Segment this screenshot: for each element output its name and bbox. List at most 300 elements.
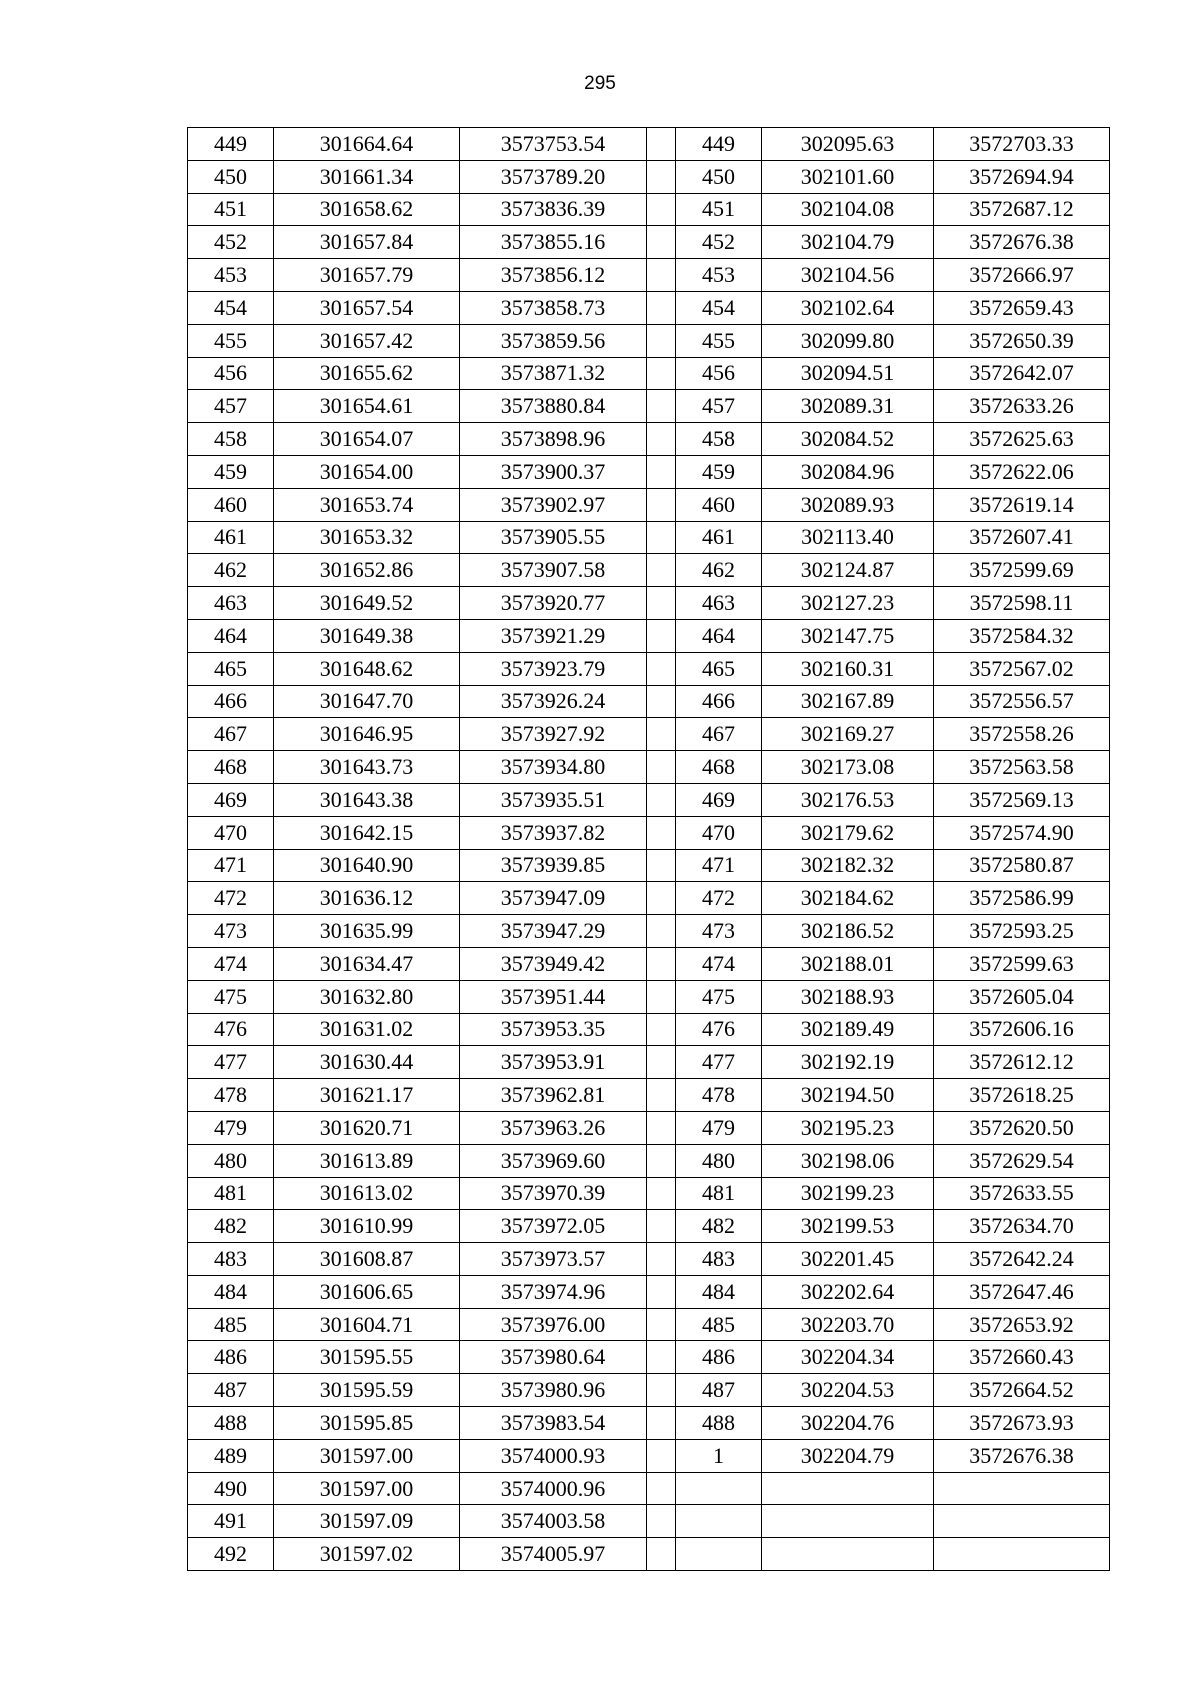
right-y-coordinate-cell: 3572558.26 [934,718,1110,751]
left-x-coordinate-cell: 301604.71 [274,1308,460,1341]
right-x-coordinate-cell: 302127.23 [762,587,934,620]
right-x-coordinate-cell: 302173.08 [762,751,934,784]
right-x-coordinate-cell: 302199.23 [762,1177,934,1210]
left-point-number-cell: 472 [188,882,274,915]
left-x-coordinate-cell: 301636.12 [274,882,460,915]
right-x-coordinate-cell: 302089.93 [762,488,934,521]
right-x-coordinate-cell: 302204.79 [762,1439,934,1472]
right-point-number-cell: 459 [676,455,762,488]
table-row [188,226,1110,259]
right-y-coordinate-cell: 3572703.33 [934,128,1110,161]
right-y-coordinate-cell: 3572650.39 [934,324,1110,357]
right-y-coordinate-cell: 3572687.12 [934,193,1110,226]
table-row [188,685,1110,718]
right-point-number-cell: 476 [676,1013,762,1046]
right-y-coordinate-cell: 3572598.11 [934,587,1110,620]
table-row [188,455,1110,488]
right-x-coordinate-cell: 302189.49 [762,1013,934,1046]
left-point-number-cell: 458 [188,423,274,456]
separator-cell [647,947,676,980]
right-y-coordinate-cell: 3572599.69 [934,554,1110,587]
right-point-number-cell: 461 [676,521,762,554]
right-x-coordinate-cell: 302099.80 [762,324,934,357]
right-x-coordinate-cell: 302104.08 [762,193,934,226]
left-y-coordinate-cell: 3573921.29 [460,619,647,652]
separator-cell [647,1374,676,1407]
left-y-coordinate-cell: 3573856.12 [460,259,647,292]
coordinates-table [187,127,1110,1571]
right-x-coordinate-cell: 302182.32 [762,849,934,882]
right-point-number-cell: 458 [676,423,762,456]
left-x-coordinate-cell: 301595.55 [274,1341,460,1374]
left-point-number-cell: 461 [188,521,274,554]
table-row [188,947,1110,980]
right-point-number-cell: 450 [676,160,762,193]
left-y-coordinate-cell: 3573880.84 [460,390,647,423]
left-point-number-cell: 466 [188,685,274,718]
left-y-coordinate-cell: 3573976.00 [460,1308,647,1341]
left-x-coordinate-cell: 301658.62 [274,193,460,226]
left-y-coordinate-cell: 3573953.91 [460,1046,647,1079]
separator-cell [647,1407,676,1440]
right-y-coordinate-cell: 3572607.41 [934,521,1110,554]
separator-cell [647,619,676,652]
separator-cell [647,291,676,324]
right-x-coordinate-cell: 302188.93 [762,980,934,1013]
right-x-coordinate-cell: 302204.34 [762,1341,934,1374]
right-point-number-cell: 483 [676,1243,762,1276]
right-point-number-cell: 484 [676,1275,762,1308]
right-x-coordinate-cell: 302094.51 [762,357,934,390]
left-y-coordinate-cell: 3573907.58 [460,554,647,587]
left-y-coordinate-cell: 3573789.20 [460,160,647,193]
separator-cell [647,587,676,620]
table-row [188,587,1110,620]
table-row [188,1439,1110,1472]
separator-cell [647,1439,676,1472]
left-point-number-cell: 477 [188,1046,274,1079]
right-y-coordinate-cell: 3572618.25 [934,1079,1110,1112]
left-x-coordinate-cell: 301608.87 [274,1243,460,1276]
right-y-coordinate-cell: 3572634.70 [934,1210,1110,1243]
separator-cell [647,455,676,488]
left-y-coordinate-cell: 3573836.39 [460,193,647,226]
right-y-coordinate-cell: 3572660.43 [934,1341,1110,1374]
left-x-coordinate-cell: 301649.52 [274,587,460,620]
left-point-number-cell: 474 [188,947,274,980]
right-point-number-cell: 457 [676,390,762,423]
left-x-coordinate-cell: 301610.99 [274,1210,460,1243]
left-x-coordinate-cell: 301632.80 [274,980,460,1013]
left-y-coordinate-cell: 3573920.77 [460,587,647,620]
right-y-coordinate-cell: 3572605.04 [934,980,1110,1013]
table-row [188,1144,1110,1177]
table-row [188,882,1110,915]
table-row [188,1374,1110,1407]
left-point-number-cell: 460 [188,488,274,521]
separator-cell [647,160,676,193]
right-y-coordinate-cell: 3572619.14 [934,488,1110,521]
table-row [188,1013,1110,1046]
left-x-coordinate-cell: 301595.85 [274,1407,460,1440]
left-point-number-cell: 476 [188,1013,274,1046]
left-y-coordinate-cell: 3573953.35 [460,1013,647,1046]
separator-cell [647,751,676,784]
left-y-coordinate-cell: 3573983.54 [460,1407,647,1440]
left-x-coordinate-cell: 301597.00 [274,1439,460,1472]
right-x-coordinate-cell: 302194.50 [762,1079,934,1112]
left-point-number-cell: 487 [188,1374,274,1407]
right-x-coordinate-cell: 302188.01 [762,947,934,980]
right-y-coordinate-cell: 3572580.87 [934,849,1110,882]
right-point-number-cell: 466 [676,685,762,718]
left-point-number-cell: 484 [188,1275,274,1308]
right-x-coordinate-cell: 302169.27 [762,718,934,751]
table-row [188,751,1110,784]
left-point-number-cell: 488 [188,1407,274,1440]
left-point-number-cell: 464 [188,619,274,652]
left-y-coordinate-cell: 3574005.97 [460,1538,647,1571]
left-x-coordinate-cell: 301647.70 [274,685,460,718]
right-x-coordinate-cell [762,1472,934,1505]
table-row [188,816,1110,849]
right-point-number-cell: 487 [676,1374,762,1407]
left-x-coordinate-cell: 301654.61 [274,390,460,423]
left-x-coordinate-cell: 301648.62 [274,652,460,685]
left-y-coordinate-cell: 3573753.54 [460,128,647,161]
right-y-coordinate-cell: 3572666.97 [934,259,1110,292]
table-row [188,1538,1110,1571]
left-x-coordinate-cell: 301657.79 [274,259,460,292]
left-y-coordinate-cell: 3573972.05 [460,1210,647,1243]
left-y-coordinate-cell: 3573923.79 [460,652,647,685]
left-point-number-cell: 481 [188,1177,274,1210]
right-point-number-cell: 471 [676,849,762,882]
table-row [188,488,1110,521]
right-x-coordinate-cell: 302104.79 [762,226,934,259]
right-x-coordinate-cell: 302147.75 [762,619,934,652]
right-point-number-cell [676,1538,762,1571]
separator-cell [647,1243,676,1276]
right-point-number-cell: 485 [676,1308,762,1341]
right-point-number-cell: 474 [676,947,762,980]
left-x-coordinate-cell: 301654.00 [274,455,460,488]
left-y-coordinate-cell: 3573963.26 [460,1111,647,1144]
left-point-number-cell: 454 [188,291,274,324]
right-point-number-cell: 449 [676,128,762,161]
separator-cell [647,1111,676,1144]
separator-cell [647,226,676,259]
table-row [188,1079,1110,1112]
left-point-number-cell: 462 [188,554,274,587]
page-number: 295 [584,73,616,94]
left-y-coordinate-cell: 3573871.32 [460,357,647,390]
left-x-coordinate-cell: 301631.02 [274,1013,460,1046]
table-row [188,1341,1110,1374]
table-row [188,1505,1110,1538]
left-point-number-cell: 491 [188,1505,274,1538]
left-x-coordinate-cell: 301634.47 [274,947,460,980]
right-y-coordinate-cell: 3572653.92 [934,1308,1110,1341]
right-x-coordinate-cell: 302201.45 [762,1243,934,1276]
left-point-number-cell: 471 [188,849,274,882]
right-y-coordinate-cell: 3572622.06 [934,455,1110,488]
left-y-coordinate-cell: 3573855.16 [460,226,647,259]
coordinates-table-body [188,128,1110,1571]
separator-cell [647,390,676,423]
left-y-coordinate-cell: 3573970.39 [460,1177,647,1210]
right-x-coordinate-cell: 302192.19 [762,1046,934,1079]
right-y-coordinate-cell: 3572629.54 [934,1144,1110,1177]
left-point-number-cell: 486 [188,1341,274,1374]
right-y-coordinate-cell: 3572625.63 [934,423,1110,456]
table-row [188,718,1110,751]
left-x-coordinate-cell: 301597.00 [274,1472,460,1505]
left-point-number-cell: 482 [188,1210,274,1243]
left-x-coordinate-cell: 301642.15 [274,816,460,849]
left-x-coordinate-cell: 301646.95 [274,718,460,751]
separator-cell [647,980,676,1013]
right-point-number-cell: 456 [676,357,762,390]
separator-cell [647,915,676,948]
left-x-coordinate-cell: 301613.02 [274,1177,460,1210]
table-row [188,1472,1110,1505]
left-point-number-cell: 489 [188,1439,274,1472]
left-point-number-cell: 480 [188,1144,274,1177]
right-y-coordinate-cell: 3572606.16 [934,1013,1110,1046]
left-y-coordinate-cell: 3573980.64 [460,1341,647,1374]
table-row [188,128,1110,161]
left-y-coordinate-cell: 3574000.96 [460,1472,647,1505]
right-y-coordinate-cell: 3572569.13 [934,783,1110,816]
right-point-number-cell: 453 [676,259,762,292]
left-y-coordinate-cell: 3573927.92 [460,718,647,751]
left-x-coordinate-cell: 301640.90 [274,849,460,882]
separator-cell [647,1013,676,1046]
right-y-coordinate-cell: 3572659.43 [934,291,1110,324]
right-point-number-cell: 465 [676,652,762,685]
separator-cell [647,193,676,226]
left-x-coordinate-cell: 301664.64 [274,128,460,161]
left-point-number-cell: 483 [188,1243,274,1276]
left-point-number-cell: 485 [188,1308,274,1341]
left-point-number-cell: 467 [188,718,274,751]
right-x-coordinate-cell: 302089.31 [762,390,934,423]
right-x-coordinate-cell: 302124.87 [762,554,934,587]
separator-cell [647,882,676,915]
left-y-coordinate-cell: 3573962.81 [460,1079,647,1112]
right-point-number-cell [676,1472,762,1505]
table-row [188,390,1110,423]
separator-cell [647,521,676,554]
right-y-coordinate-cell: 3572567.02 [934,652,1110,685]
right-y-coordinate-cell: 3572664.52 [934,1374,1110,1407]
table-row [188,1243,1110,1276]
left-y-coordinate-cell: 3573900.37 [460,455,647,488]
right-y-coordinate-cell: 3572642.24 [934,1243,1110,1276]
right-point-number-cell: 464 [676,619,762,652]
right-point-number-cell: 482 [676,1210,762,1243]
left-point-number-cell: 468 [188,751,274,784]
right-x-coordinate-cell: 302204.53 [762,1374,934,1407]
right-y-coordinate-cell: 3572563.58 [934,751,1110,784]
table-row [188,1046,1110,1079]
right-point-number-cell: 479 [676,1111,762,1144]
right-y-coordinate-cell: 3572556.57 [934,685,1110,718]
left-x-coordinate-cell: 301643.38 [274,783,460,816]
right-y-coordinate-cell: 3572647.46 [934,1275,1110,1308]
right-y-coordinate-cell: 3572694.94 [934,160,1110,193]
left-point-number-cell: 457 [188,390,274,423]
left-point-number-cell: 465 [188,652,274,685]
right-x-coordinate-cell: 302176.53 [762,783,934,816]
separator-cell [647,1308,676,1341]
right-point-number-cell: 470 [676,816,762,849]
left-x-coordinate-cell: 301597.02 [274,1538,460,1571]
left-y-coordinate-cell: 3574000.93 [460,1439,647,1472]
right-x-coordinate-cell: 302184.62 [762,882,934,915]
separator-cell [647,357,676,390]
right-point-number-cell: 488 [676,1407,762,1440]
left-y-coordinate-cell: 3573980.96 [460,1374,647,1407]
left-point-number-cell: 469 [188,783,274,816]
left-y-coordinate-cell: 3573949.42 [460,947,647,980]
table-row [188,554,1110,587]
left-y-coordinate-cell: 3573969.60 [460,1144,647,1177]
left-point-number-cell: 463 [188,587,274,620]
table-row [188,521,1110,554]
table-row [188,1210,1110,1243]
table-row [188,849,1110,882]
table-row [188,1275,1110,1308]
right-point-number-cell: 454 [676,291,762,324]
right-x-coordinate-cell: 302204.76 [762,1407,934,1440]
left-y-coordinate-cell: 3573859.56 [460,324,647,357]
right-y-coordinate-cell: 3572633.26 [934,390,1110,423]
separator-cell [647,128,676,161]
separator-cell [647,685,676,718]
right-point-number-cell: 472 [676,882,762,915]
separator-cell [647,1046,676,1079]
left-point-number-cell: 449 [188,128,274,161]
separator-cell [647,1341,676,1374]
left-x-coordinate-cell: 301657.84 [274,226,460,259]
right-x-coordinate-cell: 302084.96 [762,455,934,488]
right-x-coordinate-cell: 302102.64 [762,291,934,324]
left-point-number-cell: 452 [188,226,274,259]
left-x-coordinate-cell: 301621.17 [274,1079,460,1112]
right-x-coordinate-cell: 302186.52 [762,915,934,948]
table-row [188,783,1110,816]
left-point-number-cell: 475 [188,980,274,1013]
table-row [188,980,1110,1013]
left-point-number-cell: 451 [188,193,274,226]
right-point-number-cell [676,1505,762,1538]
left-x-coordinate-cell: 301653.32 [274,521,460,554]
left-y-coordinate-cell: 3573934.80 [460,751,647,784]
left-x-coordinate-cell: 301620.71 [274,1111,460,1144]
separator-cell [647,1538,676,1571]
left-point-number-cell: 455 [188,324,274,357]
left-point-number-cell: 456 [188,357,274,390]
right-y-coordinate-cell: 3572620.50 [934,1111,1110,1144]
right-y-coordinate-cell [934,1538,1110,1571]
right-y-coordinate-cell: 3572676.38 [934,1439,1110,1472]
separator-cell [647,1144,676,1177]
table-row [188,259,1110,292]
left-x-coordinate-cell: 301595.59 [274,1374,460,1407]
separator-cell [647,1505,676,1538]
right-point-number-cell: 462 [676,554,762,587]
left-x-coordinate-cell: 301606.65 [274,1275,460,1308]
separator-cell [647,488,676,521]
left-point-number-cell: 479 [188,1111,274,1144]
left-x-coordinate-cell: 301655.62 [274,357,460,390]
left-x-coordinate-cell: 301635.99 [274,915,460,948]
right-y-coordinate-cell: 3572676.38 [934,226,1110,259]
left-point-number-cell: 492 [188,1538,274,1571]
table-row [188,291,1110,324]
right-y-coordinate-cell: 3572599.63 [934,947,1110,980]
left-point-number-cell: 478 [188,1079,274,1112]
separator-cell [647,783,676,816]
right-y-coordinate-cell [934,1505,1110,1538]
left-y-coordinate-cell: 3573902.97 [460,488,647,521]
table-row [188,1177,1110,1210]
separator-cell [647,652,676,685]
table-row [188,652,1110,685]
table-row [188,324,1110,357]
left-y-coordinate-cell: 3573939.85 [460,849,647,882]
right-point-number-cell: 477 [676,1046,762,1079]
table-row [188,160,1110,193]
right-point-number-cell: 469 [676,783,762,816]
right-point-number-cell: 452 [676,226,762,259]
right-y-coordinate-cell: 3572633.55 [934,1177,1110,1210]
left-point-number-cell: 470 [188,816,274,849]
right-x-coordinate-cell: 302195.23 [762,1111,934,1144]
table-row [188,357,1110,390]
left-x-coordinate-cell: 301653.74 [274,488,460,521]
right-x-coordinate-cell: 302199.53 [762,1210,934,1243]
left-y-coordinate-cell: 3573935.51 [460,783,647,816]
right-y-coordinate-cell: 3572586.99 [934,882,1110,915]
right-x-coordinate-cell: 302113.40 [762,521,934,554]
left-y-coordinate-cell: 3573937.82 [460,816,647,849]
separator-cell [647,1210,676,1243]
table-row [188,619,1110,652]
separator-cell [647,554,676,587]
right-y-coordinate-cell: 3572584.32 [934,619,1110,652]
separator-cell [647,1472,676,1505]
right-point-number-cell: 1 [676,1439,762,1472]
left-y-coordinate-cell: 3574003.58 [460,1505,647,1538]
right-x-coordinate-cell: 302084.52 [762,423,934,456]
left-x-coordinate-cell: 301649.38 [274,619,460,652]
right-x-coordinate-cell [762,1538,934,1571]
right-x-coordinate-cell: 302104.56 [762,259,934,292]
separator-cell [647,1177,676,1210]
separator-cell [647,849,676,882]
table-row [188,423,1110,456]
right-x-coordinate-cell: 302203.70 [762,1308,934,1341]
left-point-number-cell: 473 [188,915,274,948]
left-x-coordinate-cell: 301652.86 [274,554,460,587]
table-row [188,1111,1110,1144]
left-x-coordinate-cell: 301630.44 [274,1046,460,1079]
separator-cell [647,259,676,292]
right-x-coordinate-cell [762,1505,934,1538]
